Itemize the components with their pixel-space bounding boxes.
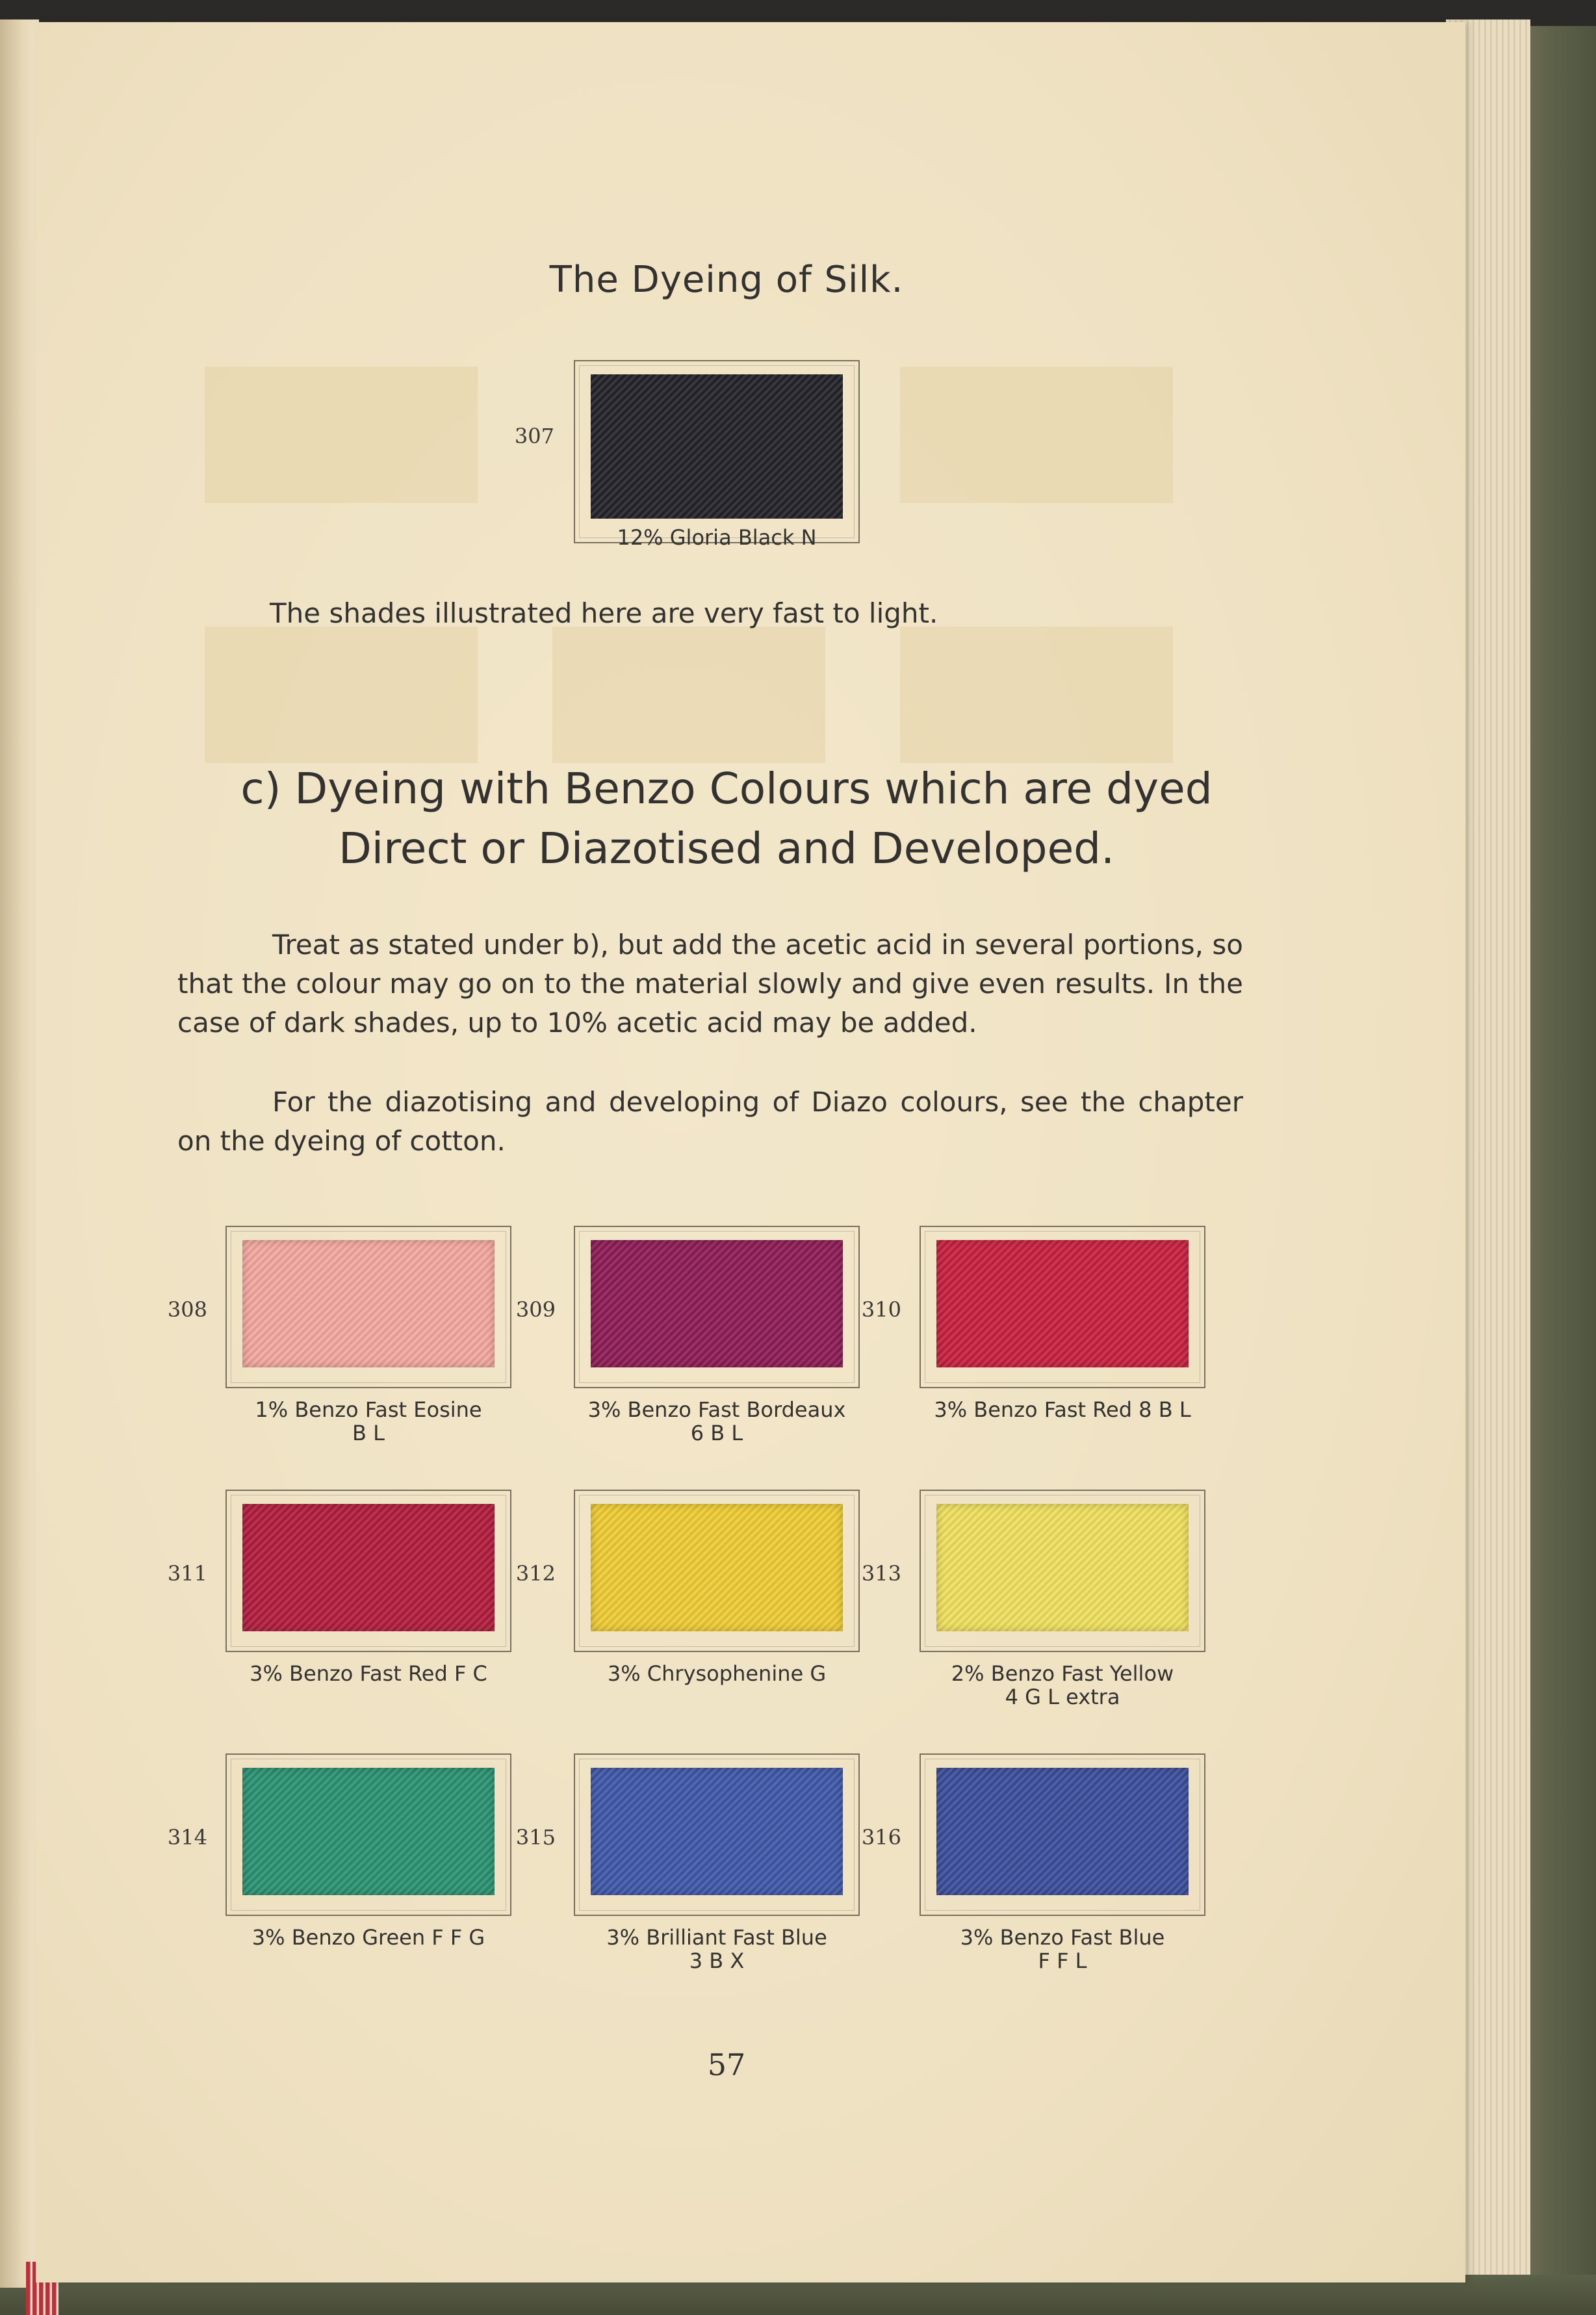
swatch-caption-line2: 4 G L extra: [1005, 1685, 1120, 1709]
offset-ghost: [552, 627, 825, 763]
swatch-caption: 12% Gloria Black N: [617, 525, 817, 550]
section-heading-line1: c) Dyeing with Benzo Colours which are dyed: [240, 764, 1213, 814]
section-heading-line2: Direct or Diazotised and Developed.: [338, 823, 1115, 873]
swatch-frame: [920, 1490, 1205, 1652]
swatch-caption: 3% Benzo Fast Bordeaux: [587, 1397, 846, 1422]
swatch-caption: 3% Benzo Fast Blue: [960, 1925, 1165, 1950]
swatch-frame: [574, 1753, 860, 1916]
fabric-swatch: [242, 1768, 495, 1895]
swatch-caption: 3% Brilliant Fast Blue: [606, 1925, 827, 1950]
sample-number: 316: [861, 1825, 901, 1850]
fabric-swatch: [936, 1504, 1189, 1631]
sample-number: 315: [515, 1825, 556, 1850]
running-head: The Dyeing of Silk.: [549, 259, 904, 301]
fabric-swatch: [936, 1240, 1189, 1367]
sample-number: 310: [861, 1297, 901, 1322]
swatch-caption: 3% Benzo Fast Red F C: [250, 1661, 487, 1686]
fabric-swatch: [242, 1504, 495, 1631]
swatch-frame: [574, 360, 860, 543]
body-paragraph: For the diazotising and developing of Diazo colours, see the chapter on the dyeing of cotton.: [177, 1086, 1243, 1157]
fabric-swatch: [936, 1768, 1189, 1895]
swatch-caption-line2: B L: [352, 1421, 385, 1445]
offset-ghost: [900, 367, 1173, 503]
sample-number: 307: [514, 424, 554, 448]
swatch-caption: 3% Benzo Fast Red 8 B L: [934, 1397, 1191, 1422]
sample-number: 314: [167, 1825, 207, 1850]
sample-number: 312: [515, 1561, 556, 1586]
sample-number: 309: [515, 1297, 556, 1322]
sample-number: 308: [167, 1297, 207, 1322]
fabric-swatch: [591, 1504, 843, 1631]
page-number: 57: [707, 2047, 746, 2082]
swatch-frame: [574, 1226, 860, 1388]
fabric-swatch: [242, 1240, 495, 1367]
fabric-swatch: [591, 1240, 843, 1367]
swatch-frame: [920, 1753, 1205, 1916]
body-paragraph: Treat as stated under b), but add the acetic acid in several portions, so that the colour may go on to the material slowly and give even results. In the case of dark shades, up to 10% acetic acid may be added.: [177, 929, 1243, 1039]
swatch-caption: 3% Chrysophenine G: [607, 1661, 827, 1686]
note-text: The shades illustrated here are very fast to light.: [270, 597, 938, 629]
offset-ghost: [205, 627, 478, 763]
sample-number: 311: [167, 1561, 207, 1586]
swatch-caption: 1% Benzo Fast Eosine: [255, 1397, 482, 1422]
swatch-caption: 2% Benzo Fast Yellow: [951, 1661, 1174, 1686]
fabric-swatch: [591, 374, 843, 519]
fabric-swatch: [591, 1768, 843, 1895]
swatch-caption-line2: 6 B L: [690, 1421, 743, 1445]
sample-number: 313: [861, 1561, 901, 1586]
swatch-caption-line2: F F L: [1038, 1948, 1087, 1973]
swatch-frame: [225, 1226, 511, 1388]
swatch-frame: [920, 1226, 1205, 1388]
book-page: [36, 22, 1465, 2283]
swatch-frame: [225, 1490, 511, 1652]
book-binding: [1521, 26, 1596, 2315]
swatch-caption: 3% Benzo Green F F G: [251, 1925, 485, 1950]
offset-ghost: [900, 627, 1173, 763]
swatch-frame: [225, 1753, 511, 1916]
left-gutter: [0, 19, 39, 2288]
offset-ghost: [205, 367, 478, 503]
swatch-frame: [574, 1490, 860, 1652]
swatch-caption-line2: 3 B X: [689, 1948, 745, 1973]
